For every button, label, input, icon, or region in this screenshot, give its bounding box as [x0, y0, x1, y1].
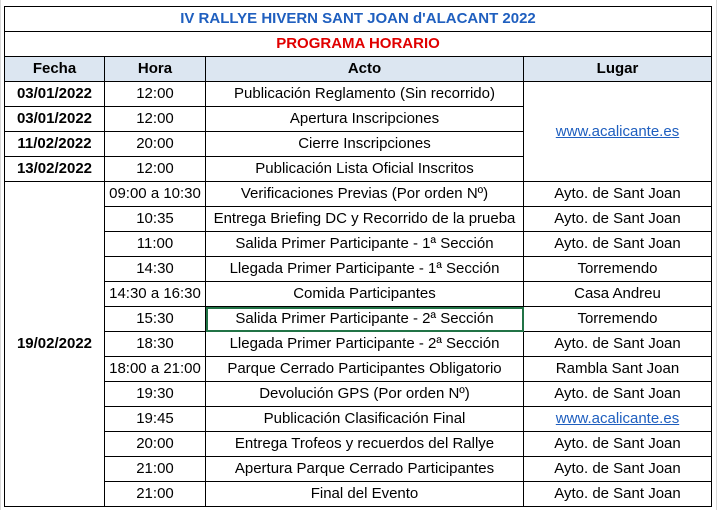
cell-acto[interactable]: Publicación Lista Oficial Inscritos [206, 157, 524, 182]
cell-lugar[interactable]: Ayto. de Sant Joan [524, 332, 712, 357]
cell-hora[interactable]: 10:35 [105, 207, 206, 232]
table-row [5, 482, 712, 507]
cell-hora[interactable]: 12:00 [105, 82, 206, 107]
table-row [5, 332, 712, 357]
cell-lugar[interactable]: Torremendo [524, 257, 712, 282]
cell-hora[interactable]: 18:00 a 21:00 [105, 357, 206, 382]
website-link[interactable]: www.acalicante.es [555, 122, 680, 140]
cell-fecha[interactable]: 13/02/2022 [5, 157, 105, 182]
cell-hora[interactable]: 19:45 [105, 407, 206, 432]
cell-hora[interactable]: 21:00 [105, 482, 206, 507]
cell-acto[interactable]: Comida Participantes [206, 282, 524, 307]
cell-fecha[interactable]: 03/01/2022 [5, 107, 105, 132]
website-link[interactable]: www.acalicante.es [555, 410, 680, 427]
cell-hora[interactable]: 11:00 [105, 232, 206, 257]
cell-fecha[interactable]: 03/01/2022 [5, 82, 105, 107]
cell-acto[interactable]: Salida Primer Participante - 1ª Sección [206, 232, 524, 257]
cell-fecha-event-day[interactable]: 19/02/2022 [5, 182, 105, 507]
table-row [5, 457, 712, 482]
column-header-hora[interactable]: Hora [105, 57, 206, 82]
cell-lugar[interactable]: Torremendo [524, 307, 712, 332]
cell-lugar[interactable]: Rambla Sant Joan [524, 357, 712, 382]
cell-acto[interactable]: Apertura Parque Cerrado Participantes [206, 457, 524, 482]
table-row [5, 182, 712, 207]
cell-lugar-link[interactable] [524, 82, 712, 182]
cell-acto[interactable]: Publicación Clasificación Final [206, 407, 524, 432]
cell-hora[interactable]: 09:00 a 10:30 [105, 182, 206, 207]
cell-hora[interactable]: 18:30 [105, 332, 206, 357]
cell-hora[interactable]: 20:00 [105, 432, 206, 457]
cell-hora[interactable]: 21:00 [105, 457, 206, 482]
cell-lugar[interactable]: Ayto. de Sant Joan [524, 382, 712, 407]
cell-acto[interactable]: Llegada Primer Participante - 2ª Sección [206, 332, 524, 357]
table-row [5, 257, 712, 282]
column-header-lugar[interactable]: Lugar [524, 57, 712, 82]
cell-lugar[interactable]: Ayto. de Sant Joan [524, 182, 712, 207]
table-row [5, 357, 712, 382]
cell-lugar[interactable]: Ayto. de Sant Joan [524, 232, 712, 257]
cell-lugar[interactable]: Ayto. de Sant Joan [524, 207, 712, 232]
header-row [5, 57, 712, 82]
cell-acto[interactable]: Entrega Trofeos y recuerdos del Rallye [206, 432, 524, 457]
event-title[interactable]: IV RALLYE HIVERN SANT JOAN d'ALACANT 2022 [5, 7, 712, 32]
cell-hora[interactable]: 14:30 a 16:30 [105, 282, 206, 307]
cell-fecha[interactable]: 11/02/2022 [5, 132, 105, 157]
cell-lugar[interactable]: Ayto. de Sant Joan [524, 482, 712, 507]
cell-lugar[interactable]: Casa Andreu [524, 282, 712, 307]
cell-acto[interactable]: Publicación Reglamento (Sin recorrido) [206, 82, 524, 107]
table-row [5, 282, 712, 307]
cell-acto[interactable]: Entrega Briefing DC y Recorrido de la prueba [206, 207, 524, 232]
cell-acto-selected[interactable]: Salida Primer Participante - 2ª Sección [206, 307, 524, 332]
cell-hora[interactable]: 19:30 [105, 382, 206, 407]
cell-hora[interactable]: 12:00 [105, 157, 206, 182]
cell-hora[interactable]: 14:30 [105, 257, 206, 282]
cell-lugar[interactable]: Ayto. de Sant Joan [524, 432, 712, 457]
cell-lugar[interactable]: Ayto. de Sant Joan [524, 457, 712, 482]
cell-hora[interactable]: 20:00 [105, 132, 206, 157]
table-row [5, 307, 712, 332]
cell-acto[interactable]: Cierre Inscripciones [206, 132, 524, 157]
cell-acto[interactable]: Devolución GPS (Por orden Nº) [206, 382, 524, 407]
table-row [5, 232, 712, 257]
table-row [5, 382, 712, 407]
column-header-fecha[interactable]: Fecha [5, 57, 105, 82]
cell-hora[interactable]: 12:00 [105, 107, 206, 132]
cell-lugar-link[interactable] [524, 407, 712, 432]
cell-hora[interactable]: 15:30 [105, 307, 206, 332]
table-row [5, 407, 712, 432]
table-row [5, 82, 712, 107]
cell-acto[interactable]: Parque Cerrado Participantes Obligatorio [206, 357, 524, 382]
grid-line [0, 0, 1, 510]
cell-acto[interactable]: Llegada Primer Participante - 1ª Sección [206, 257, 524, 282]
table-row [5, 432, 712, 457]
column-header-acto[interactable]: Acto [206, 57, 524, 82]
cell-acto[interactable]: Final del Evento [206, 482, 524, 507]
program-table [4, 6, 712, 507]
cell-acto[interactable]: Apertura Inscripciones [206, 107, 524, 132]
cell-acto[interactable]: Verificaciones Previas (Por orden Nº) [206, 182, 524, 207]
program-subtitle[interactable]: PROGRAMA HORARIO [5, 32, 712, 57]
table-row [5, 207, 712, 232]
